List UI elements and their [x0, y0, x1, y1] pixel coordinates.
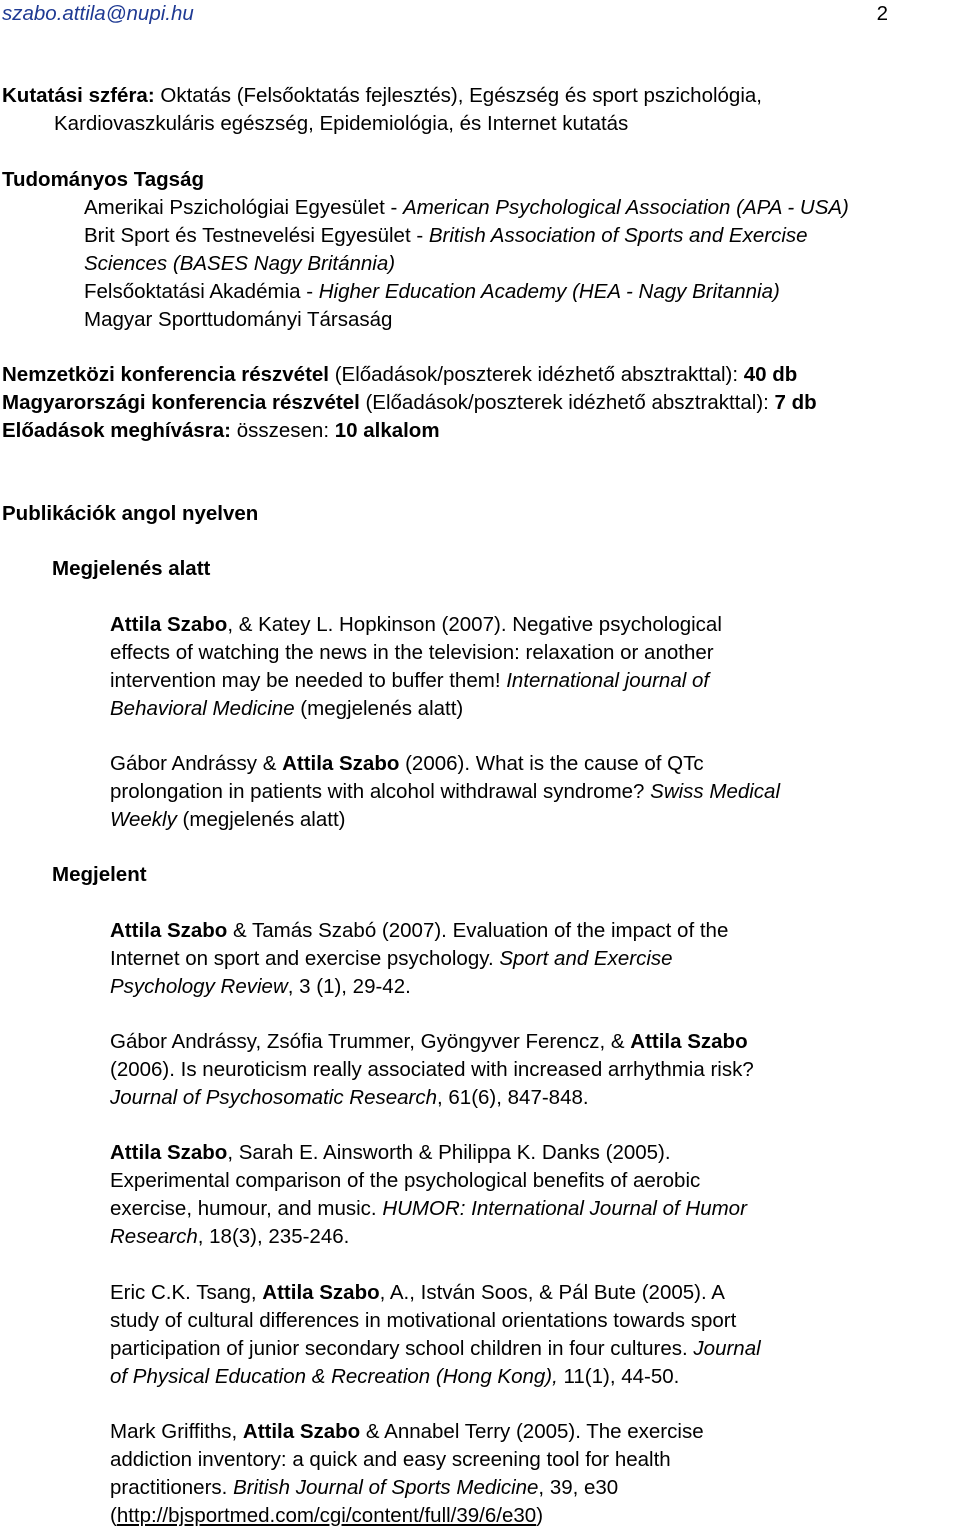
header-email: szabo.attila@nupi.hu — [2, 2, 194, 25]
membership-section — [2, 166, 960, 334]
publications-title: Publikációk angol nyelven — [2, 502, 259, 525]
stat-line: Magyarországi konferencia részvétel (Előadások/poszterek idézhető absztrakttal): 7 db — [2, 391, 817, 414]
membership-item: Magyar Sporttudományi Társaság — [84, 308, 393, 331]
published-title: Megjelent — [52, 863, 147, 886]
stat-line: Előadások meghívásra: összesen: 10 alkalom — [2, 419, 440, 442]
research-area — [2, 82, 960, 138]
publication-entry: Eric C.K. Tsang, Attila Szabo, A., István Soos, & Pál Bute (2005). A study of cultural differences in motivational orientations towards sport participation of junior secondary school children in four cultures. Journal of Physical Education & Recreation (Hong Kong), 11(1), 44-50. — [110, 1281, 761, 1388]
publication-entry: Mark Griffiths, Attila Szabo & Annabel Terry (2005). The exercise addiction inventory: a quick and easy screening tool for health practitioners. British Journal of Sports Medicine, 39, e30 (http://bjsportmed.com/cgi/content/full/39/6/e30) — [110, 1420, 704, 1527]
conference-stats — [2, 361, 960, 445]
research-text-1: Oktatás (Felsőoktatás fejlesztés), Egészség és sport pszichológia, — [154, 84, 762, 107]
publication-entry: Gábor Andrássy, Zsófia Trummer, Gyöngyver Ferencz, & Attila Szabo (2006). Is neuroticism really associated with increased arrhythmia risk? Journal of Psychosomatic Research, 61(6), 847-848. — [110, 1030, 754, 1109]
publication-entry: Attila Szabo & Tamás Szabó (2007). Evaluation of the impact of the Internet on sport and exercise psychology. Sport and Exercise Psychology Review, 3 (1), 29-42. — [110, 919, 729, 998]
article-link[interactable]: http://bjsportmed.com/cgi/content/full/39/6/e30 — [116, 1504, 537, 1527]
membership-item: Sciences (BASES Nagy Británnia) — [84, 252, 396, 275]
research-label: Kutatási szféra: — [2, 84, 155, 107]
membership-item: Amerikai Pszichológiai Egyesület - American Psychological Association (APA - USA) — [84, 196, 849, 219]
publication-entry: Gábor Andrássy & Attila Szabo (2006). What is the cause of QTc prolongation in patients with alcohol withdrawal syndrome? Swiss Medical Weekly (megjelenés alatt) — [110, 752, 781, 831]
publication-entry: Attila Szabo, Sarah E. Ainsworth & Philippa K. Danks (2005). Experimental comparison of the psychological benefits of aerobic exercise, humour, and music. HUMOR: International Journal of Humor Research, 18(3), 235-246. — [110, 1141, 747, 1248]
in-press-title: Megjelenés alatt — [52, 557, 211, 580]
membership-item: Felsőoktatási Akadémia - Higher Education Academy (HEA - Nagy Britannia) — [84, 280, 780, 303]
page-number: 2 — [876, 2, 888, 25]
research-text-2: Kardiovaszkuláris egészség, Epidemiológia, és Internet kutatás — [54, 112, 629, 135]
publication-entry: Attila Szabo, & Katey L. Hopkinson (2007). Negative psychological effects of watching the news in the television: relaxation or another intervention may be needed to buffer them! International journal of Behavioral Medicine (megjelenés alatt) — [110, 613, 722, 720]
membership-item: Brit Sport és Testnevelési Egyesület - British Association of Sports and Exercise — [84, 224, 808, 247]
membership-title: Tudományos Tagság — [2, 168, 204, 191]
stat-line: Nemzetközi konferencia részvétel (Előadások/poszterek idézhető absztrakttal): 40 db — [2, 363, 798, 386]
